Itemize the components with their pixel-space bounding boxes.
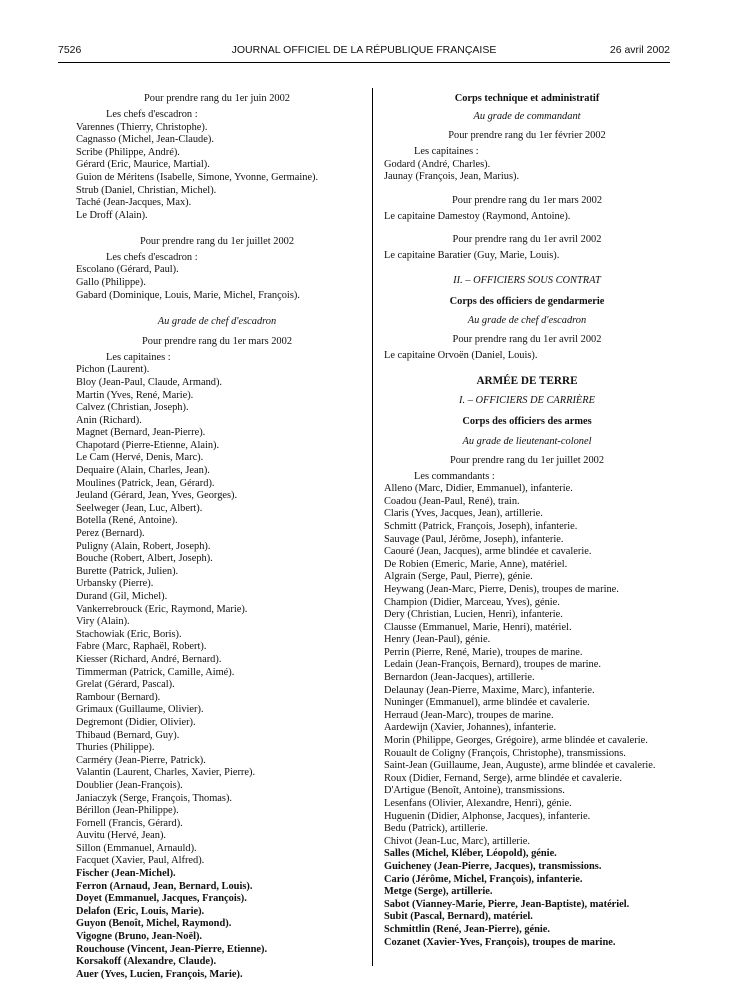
list-item: Metge (Serge), artillerie. <box>384 886 493 898</box>
grade-heading: Au grade de chef d'escadron <box>157 315 277 327</box>
corps-title: Corps technique et administratif <box>454 93 600 104</box>
list-item: Caouré (Jean, Jacques), arme blindée et cavalerie. <box>384 546 592 558</box>
list-item: Doyet (Emmanuel, Jacques, François). <box>76 893 247 905</box>
list-item: Schmittlin (René, Jean-Pierre), génie. <box>384 923 551 935</box>
rank-heading: Pour prendre rang du 1er juillet 2002 <box>449 454 605 466</box>
list-intro: Les capitaines : <box>414 146 479 157</box>
rank-heading: Pour prendre rang du 1er avril 2002 <box>452 234 602 246</box>
section-heading: I. – OFFICIERS DE CARRIÈRE <box>459 394 595 406</box>
list-item: Auvitu (Hervé, Jean). <box>76 830 167 842</box>
grade-heading: Au grade de chef d'escadron <box>467 314 587 326</box>
section-juillet <box>76 235 358 302</box>
list-item: Facquet (Xavier, Paul, Alfred). <box>76 855 205 867</box>
list-item: Fischer (Jean-Michel). <box>76 868 176 880</box>
name-list <box>76 364 358 981</box>
list-item: Claris (Yves, Jacques, Jean), artillerie. <box>384 508 543 520</box>
page-number: 7526 <box>58 44 82 56</box>
list-item: D'Artigue (Benoît, Antoine), transmissions. <box>384 785 565 797</box>
list-item: Carméry (Jean-Pierre, Patrick). <box>76 754 206 766</box>
list-item: Guion de Méritens (Isabelle, Simone, Yvonne, Germaine). <box>76 171 319 183</box>
list-item: Burette (Patrick, Julien). <box>76 565 179 577</box>
rank-heading: Pour prendre rang du 1er juillet 2002 <box>139 235 295 247</box>
list-item: Vankerrebrouck (Eric, Raymond, Marie). <box>76 603 248 615</box>
list-item: Gabard (Dominique, Louis, Marie, Michel, François). <box>76 289 300 301</box>
list-item: Heywang (Jean-Marc, Pierre, Denis), troupes de marine. <box>384 583 619 595</box>
list-item: Alleno (Marc, Didier, Emmanuel), infanterie. <box>384 483 573 495</box>
list-item: Herraud (Jean-Marc), troupes de marine. <box>384 709 554 721</box>
list-item: Moulines (Patrick, Jean, Gérard). <box>76 477 215 489</box>
column-divider <box>372 88 373 966</box>
list-item: Bouche (Robert, Albert, Joseph). <box>76 553 213 565</box>
list-item: Grimaux (Guillaume, Olivier). <box>76 704 204 716</box>
list-item: Valantin (Laurent, Charles, Xavier, Pierre). <box>76 767 256 779</box>
rank-heading: Pour prendre rang du 1er février 2002 <box>448 130 606 141</box>
journal-title: JOURNAL OFFICIEL DE LA RÉPUBLIQUE FRANÇAISE <box>231 44 497 56</box>
list-item: Korsakoff (Alexandre, Claude). <box>76 956 217 968</box>
list-item: Schmitt (Patrick, François, Joseph), infanterie. <box>384 520 578 532</box>
list-item: De Robien (Emeric, Marie, Anne), matériel. <box>384 558 568 570</box>
list-item: Dequaire (Alain, Charles, Jean). <box>76 465 210 477</box>
corps-title: Corps des officiers de gendarmerie <box>449 295 605 307</box>
list-item: Henry (Jean-Paul), génie. <box>384 634 491 646</box>
list-item: Sauvage (Paul, Jérôme, Joseph), infanterie. <box>384 533 564 545</box>
list-item: Huguenin (Didier, Alphonse, Jacques), infanterie. <box>384 810 591 822</box>
list-item: Rouault de Coligny (François, Christophe), transmissions. <box>384 747 626 759</box>
list-item: Bérillon (Jean-Philippe). <box>76 805 179 817</box>
list-intro: Les commandants : <box>414 470 495 482</box>
list-item: Saint-Jean (Guillaume, Jean, Auguste), arme blindée et cavalerie. <box>384 760 656 772</box>
list-item: Morin (Philippe, Georges, Grégoire), arme blindée et cavalerie. <box>384 735 648 747</box>
rank-heading: Pour prendre rang du 1er juin 2002 <box>143 93 290 104</box>
list-item: Delaunay (Jean-Pierre, Maxime, Marc), infanterie. <box>384 684 595 696</box>
list-item: Coadou (Jean-Paul, René), train. <box>384 495 520 507</box>
appointment-line: Le capitaine Baratier (Guy, Marie, Louis). <box>384 250 560 262</box>
list-item: Janiaczyk (Serge, François, Thomas). <box>76 792 233 804</box>
list-item: Sabot (Vianney-Marie, Pierre, Jean-Baptiste), matériel. <box>384 898 630 910</box>
left-column <box>76 92 358 981</box>
list-item: Le Cam (Hervé, Denis, Marc). <box>76 452 204 464</box>
list-item: Dery (Christian, Lucien, Henri), infanterie. <box>384 609 563 621</box>
list-item: Thibaud (Bernard, Guy). <box>76 729 180 741</box>
issue-date: 26 avril 2002 <box>609 44 670 56</box>
list-item: Vigogne (Bruno, Jean-Noël). <box>76 931 203 943</box>
list-item: Varennes (Thierry, Christophe). <box>76 121 208 133</box>
list-item: Perez (Bernard). <box>76 528 145 540</box>
list-item: Botella (René, Antoine). <box>76 515 178 527</box>
list-item: Cario (Jérôme, Michel, François), infanterie. <box>384 873 583 885</box>
list-intro: Les capitaines : <box>106 351 171 363</box>
list-item: Champion (Didier, Marceau, Yves), génie. <box>384 596 560 608</box>
section-juin <box>76 92 358 222</box>
list-item: Ledain (Jean-François, Bernard), troupes de marine. <box>384 659 601 671</box>
list-item: Subit (Pascal, Bernard), matériel. <box>384 911 533 923</box>
rank-heading: Pour prendre rang du 1er mars 2002 <box>451 194 603 206</box>
list-item: Strub (Daniel, Christian, Michel). <box>76 184 217 196</box>
list-item: Clausse (Emmanuel, Marie, Henri), matériel. <box>384 621 572 633</box>
list-item: Calvez (Christian, Joseph). <box>76 402 189 414</box>
list-item: Bloy (Jean-Paul, Claude, Armand). <box>76 376 223 388</box>
list-item: Escolano (Gérard, Paul). <box>76 264 179 276</box>
list-item: Sillon (Emmanuel, Arnauld). <box>76 842 197 854</box>
list-item: Salles (Michel, Kléber, Léopold), génie. <box>384 848 557 860</box>
corps-title: Corps des officiers des armes <box>462 415 592 427</box>
list-item: Anin (Richard). <box>76 414 142 426</box>
list-item: Puligny (Alain, Robert, Joseph). <box>76 540 211 552</box>
list-item: Aardewijn (Xavier, Johannes), infanterie. <box>384 722 557 734</box>
rank-heading: Pour prendre rang du 1er avril 2002 <box>452 333 602 345</box>
list-item: Perrin (Pierre, René, Marie), troupes de marine. <box>384 646 583 658</box>
list-item: Fabre (Marc, Raphaël, Robert). <box>76 641 207 653</box>
list-item: Seelweger (Jean, Luc, Albert). <box>76 502 203 514</box>
list-item: Guicheney (Jean-Pierre, Jacques), transmissions. <box>384 860 602 872</box>
name-list <box>76 264 358 302</box>
name-list <box>384 483 670 949</box>
list-item: Gérard (Eric, Maurice, Martial). <box>76 159 210 171</box>
section-heading: II. – OFFICIERS SOUS CONTRAT <box>453 274 601 286</box>
army-heading: ARMÉE DE TERRE <box>476 374 578 387</box>
header-rule <box>58 62 670 63</box>
list-item: Bernardon (Jean-Jacques), artillerie. <box>384 672 535 684</box>
list-item: Chapotard (Pierre-Etienne, Alain). <box>76 439 220 451</box>
list-item: Le Droff (Alain). <box>76 209 148 221</box>
list-item: Timmerman (Patrick, Camille, Aimé). <box>76 666 235 678</box>
list-item: Cagnasso (Michel, Jean-Claude). <box>76 134 214 146</box>
list-item: Nuninger (Emmanuel), arme blindée et cavalerie. <box>384 697 590 709</box>
list-item: Gallo (Philippe). <box>76 277 146 289</box>
right-column <box>384 92 670 949</box>
list-item: Auer (Yves, Lucien, François, Marie). <box>76 968 243 980</box>
list-item: Jeuland (Gérard, Jean, Yves, Georges). <box>76 490 238 502</box>
list-item: Lesenfans (Olivier, Alexandre, Henri), génie. <box>384 798 572 809</box>
grade-heading: Au grade de lieutenant-colonel <box>462 435 592 447</box>
list-item: Rambour (Bernard). <box>76 691 161 703</box>
page-header <box>58 44 670 58</box>
section-chef-escadron <box>76 315 358 982</box>
appointment-line: Le capitaine Orvoën (Daniel, Louis). <box>384 349 538 361</box>
list-item: Algrain (Serge, Paul, Pierre), génie. <box>384 571 533 583</box>
list-item: Roux (Didier, Fernand, Serge), arme blindée et cavalerie. <box>384 772 622 784</box>
list-item: Pichon (Laurent). <box>76 364 150 376</box>
list-item: Cozanet (Xavier-Yves, François), troupes de marine. <box>384 936 616 948</box>
list-item: Martin (Yves, René, Marie). <box>76 389 194 401</box>
list-item: Viry (Alain). <box>76 616 130 628</box>
name-list <box>384 159 670 184</box>
rank-heading: Pour prendre rang du 1er mars 2002 <box>141 335 293 347</box>
list-item: Rouchouse (Vincent, Jean-Pierre, Etienne). <box>76 943 268 955</box>
list-item: Durand (Gil, Michel). <box>76 591 168 602</box>
list-item: Degremont (Didier, Olivier). <box>76 716 196 728</box>
list-item: Taché (Jean-Jacques, Max). <box>76 197 192 209</box>
list-item: Urbansky (Pierre). <box>76 578 154 590</box>
appointment-line: Le capitaine Damestoy (Raymond, Antoine). <box>384 210 571 222</box>
grade-heading: Au grade de commandant <box>473 111 581 122</box>
list-item: Magnet (Bernard, Jean-Pierre). <box>76 427 206 439</box>
list-item: Thuries (Philippe). <box>76 742 155 754</box>
list-item: Bedu (Patrick), artillerie. <box>384 823 488 835</box>
list-item: Grelat (Gérard, Pascal). <box>76 679 175 691</box>
list-item: Delafon (Eric, Louis, Marie). <box>76 905 205 917</box>
list-item: Chivot (Jean-Luc, Marc), artillerie. <box>384 835 530 847</box>
list-item: Ferron (Arnaud, Jean, Bernard, Louis). <box>76 880 253 892</box>
list-item: Stachowiak (Eric, Boris). <box>76 628 182 640</box>
list-item: Doublier (Jean-François). <box>76 779 183 791</box>
list-item: Fornell (Francis, Gérard). <box>76 817 183 829</box>
list-item: Guyon (Benoît, Michel, Raymond). <box>76 918 232 930</box>
list-item: Kiesser (Richard, André, Bernard). <box>76 653 222 665</box>
list-intro: Les chefs d'escadron : <box>106 251 198 263</box>
name-list <box>76 122 358 223</box>
list-item: Godard (André, Charles). <box>384 158 491 170</box>
list-item: Scribe (Philippe, André). <box>76 146 180 158</box>
list-item: Jaunay (François, Jean, Marius). <box>384 171 520 183</box>
list-intro: Les chefs d'escadron : <box>106 109 198 120</box>
